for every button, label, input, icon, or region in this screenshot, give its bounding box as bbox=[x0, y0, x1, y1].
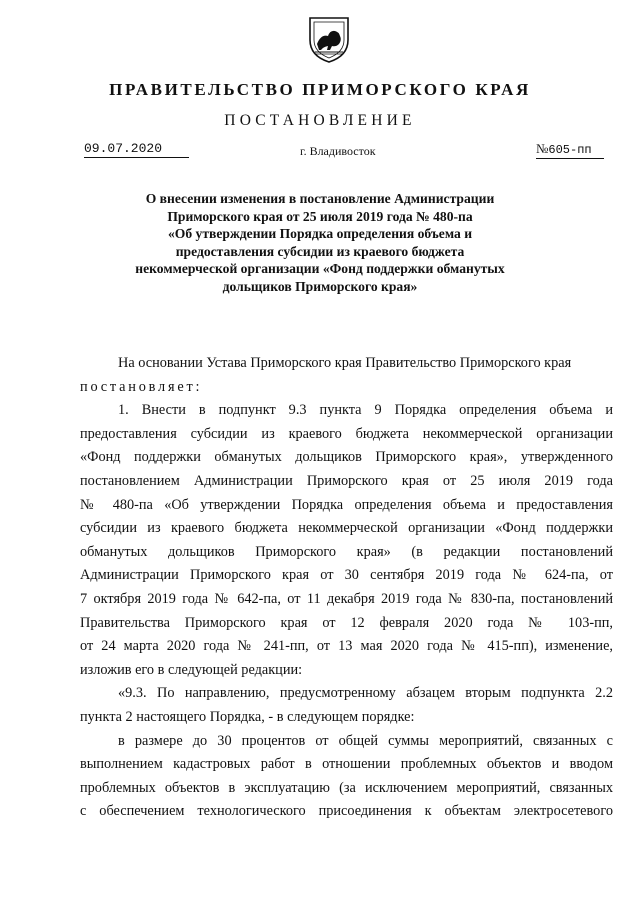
body-line: предоставления субсидии из краевого бюджета некоммерческой организации bbox=[80, 425, 613, 442]
body-line: Администрации Приморского края от 30 сентября 2019 года № 624-па, от bbox=[80, 567, 613, 584]
heading-line: дольщиков Приморского края» bbox=[222, 278, 418, 294]
heading-line: предоставления субсидии из краевого бюджета bbox=[175, 243, 465, 259]
document-number bbox=[536, 141, 604, 159]
document-heading bbox=[90, 190, 550, 295]
body-line: «Фонд поддержки обманутых дольщиков Приморского края», утвержденного bbox=[80, 449, 613, 466]
number-value: 605-пп bbox=[548, 143, 592, 157]
body-line: 7 октября 2019 года № 642-па, от 11 декабря 2019 года № 830-па, постановлений bbox=[80, 590, 613, 607]
body-line: субсидии из краевого бюджета некоммерческой организации «Фонд поддержки bbox=[80, 520, 613, 537]
body-line: обманутых дольщиков Приморского края» (в редакции постановлений bbox=[80, 543, 613, 560]
body-line: с обеспечением технологического присоединения к объектам электросетевого bbox=[80, 803, 613, 820]
body-line: Правительства Приморского края от 12 февраля 2020 года № 103-пп, bbox=[80, 614, 613, 631]
body-line: изложив его в следующей редакции: bbox=[80, 661, 303, 678]
body-line: постановляет: bbox=[80, 378, 203, 395]
body-line: На основании Устава Приморского края Правительство Приморского края bbox=[118, 355, 572, 371]
document-body bbox=[80, 352, 613, 824]
document-type: ПОСТАНОВЛЕНИЕ bbox=[224, 112, 416, 129]
body-line: постановлением Администрации Приморского края от 25 июля 2019 года bbox=[80, 472, 613, 489]
heading-line: О внесении изменения в постановление Администрации bbox=[145, 191, 495, 206]
body-line: в размере до 30 процентов от общей суммы мероприятий, связанных с bbox=[118, 732, 613, 749]
government-title: ПРАВИТЕЛЬСТВО ПРИМОРСКОГО КРАЯ bbox=[109, 80, 531, 99]
document-city: г. Владивосток bbox=[300, 144, 376, 158]
number-prefix: № bbox=[536, 141, 549, 156]
body-line: пункта 2 настоящего Порядка, - в следующем порядке: bbox=[80, 708, 415, 725]
body-line: выполнением кадастровых работ в отношении проблемных объектов и вводом bbox=[80, 756, 613, 773]
body-line: 1. Внести в подпункт 9.3 пункта 9 Порядка определения объема и bbox=[118, 402, 613, 419]
body-line: «9.3. По направлению, предусмотренному абзацем вторым подпункта 2.2 bbox=[118, 685, 613, 702]
body-line: от 24 марта 2020 года № 241-пп, от 13 мая 2020 года № 415-пп), изменение, bbox=[80, 638, 613, 655]
heading-line: «Об утверждении Порядка определения объема и bbox=[167, 226, 473, 241]
body-line: № 480-па «Об утверждении Порядка определения объема и предоставления bbox=[80, 496, 613, 513]
body-line: проблемных объектов в эксплуатацию (за исключением мероприятий, связанных bbox=[80, 779, 613, 796]
heading-line: некоммерческой организации «Фонд поддержки обманутых bbox=[135, 261, 505, 276]
coat-of-arms-icon bbox=[306, 14, 352, 64]
heading-line: Приморского края от 25 июля 2019 года № 480-па bbox=[167, 208, 473, 224]
document-date: 09.07.2020 bbox=[84, 141, 189, 158]
